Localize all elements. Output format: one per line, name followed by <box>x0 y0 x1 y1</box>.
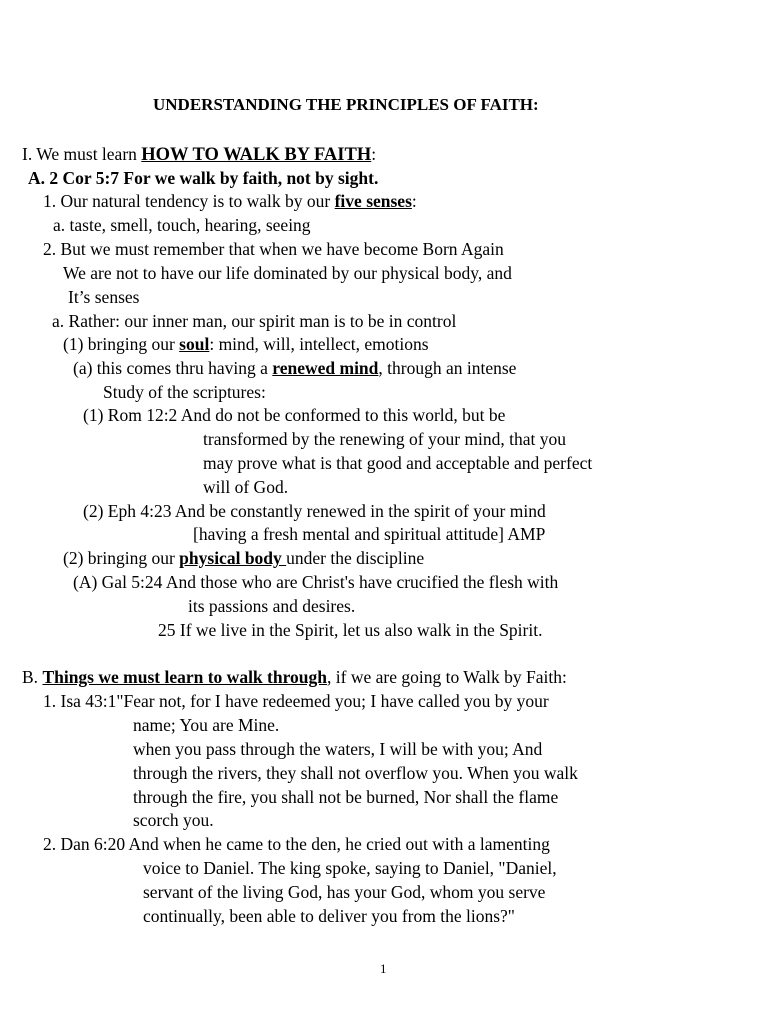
rom-verse-line-3: may prove what is that good and acceptable and perfect <box>203 453 593 473</box>
point-1 <box>43 190 417 212</box>
dan-verse-line-1: 2. Dan 6:20 And when he came to the den, he cried out with a lamenting <box>43 834 550 854</box>
point-1a: a. taste, smell, touch, hearing, seeing <box>53 215 311 235</box>
point-2-line-2: We are not to have our life dominated by our physical body, and <box>63 263 512 283</box>
gal-verse-line-3: 25 If we live in the Spirit, let us also walk in the Spirit. <box>158 620 543 640</box>
soul-suffix: : mind, will, intellect, emotions <box>209 334 429 354</box>
section-I-suffix: : <box>371 144 377 164</box>
renewed-mind-emphasis: renewed mind <box>272 358 379 378</box>
section-B-prefix: B. <box>22 667 43 687</box>
renewed-mind-line-2: Study of the scriptures: <box>103 382 266 402</box>
gal-verse-line-1: (A) Gal 5:24 And those who are Christ's have crucified the flesh with <box>73 572 559 592</box>
page-number: 1 <box>380 961 387 976</box>
rom-verse-line-2: transformed by the renewing of your mind, that you <box>203 429 567 449</box>
sub-point-soul <box>63 333 429 355</box>
isa-verse-line-3: when you pass through the waters, I will be with you; And <box>133 739 543 759</box>
isa-verse-line-6: scorch you. <box>133 810 214 830</box>
point-2a: a. Rather: our inner man, our spirit man is to be in control <box>52 311 457 331</box>
rom-verse-line-1: (1) Rom 12:2 And do not be conformed to this world, but be <box>83 405 506 425</box>
isa-verse-line-5: through the fire, you shall not be burned, Nor shall the flame <box>133 787 559 807</box>
isa-verse-line-1: 1. Isa 43:1"Fear not, for I have redeemed you; I have called you by your <box>43 691 549 711</box>
section-I-prefix: I. We must learn <box>22 144 142 164</box>
isa-verse-line-4: through the rivers, they shall not overflow you. When you walk <box>133 763 578 783</box>
physical-body-prefix: (2) bringing our <box>63 548 180 568</box>
isa-verse-line-2: name; You are Mine. <box>133 715 280 735</box>
section-I-heading <box>22 143 376 166</box>
soul-emphasis: soul <box>179 334 210 354</box>
dan-verse-line-4: continually, been able to deliver you from the lions?" <box>143 906 515 926</box>
section-I-emphasis: HOW TO WALK BY FAITH <box>141 145 372 165</box>
physical-body-emphasis: physical body <box>179 548 287 568</box>
dan-verse-line-2: voice to Daniel. The king spoke, saying to Daniel, "Daniel, <box>143 858 557 878</box>
rom-verse-line-4: will of God. <box>203 477 289 497</box>
section-B-suffix: , if we are going to Walk by Faith: <box>327 667 567 687</box>
soul-prefix: (1) bringing our <box>63 334 180 354</box>
point-1-emphasis: five senses <box>334 191 412 211</box>
dan-verse-line-3: servant of the living God, has your God, whom you serve <box>143 882 546 902</box>
point-1-prefix: 1. Our natural tendency is to walk by our <box>43 191 335 211</box>
page-title: UNDERSTANDING THE PRINCIPLES OF FAITH: <box>153 95 539 114</box>
sub-point-renewed-mind <box>73 357 516 379</box>
sub-point-physical-body <box>63 547 424 569</box>
section-B-emphasis: Things we must learn to walk through <box>42 667 328 687</box>
eph-verse-line-1: (2) Eph 4:23 And be constantly renewed in the spirit of your mind <box>83 501 546 521</box>
section-B-heading <box>22 666 567 688</box>
renewed-mind-suffix: , through an intense <box>378 358 517 378</box>
section-A-heading: A. 2 Cor 5:7 For we walk by faith, not by sight. <box>28 168 379 188</box>
physical-body-suffix: under the discipline <box>286 548 425 568</box>
gal-verse-line-2: its passions and desires. <box>188 596 356 616</box>
point-2-line-1: 2. But we must remember that when we have become Born Again <box>43 239 504 259</box>
eph-verse-line-2: [having a fresh mental and spiritual attitude] AMP <box>193 524 546 544</box>
renewed-mind-prefix: (a) this comes thru having a <box>73 358 273 378</box>
point-1-suffix: : <box>411 191 417 211</box>
point-2-line-3: It’s senses <box>68 287 140 307</box>
